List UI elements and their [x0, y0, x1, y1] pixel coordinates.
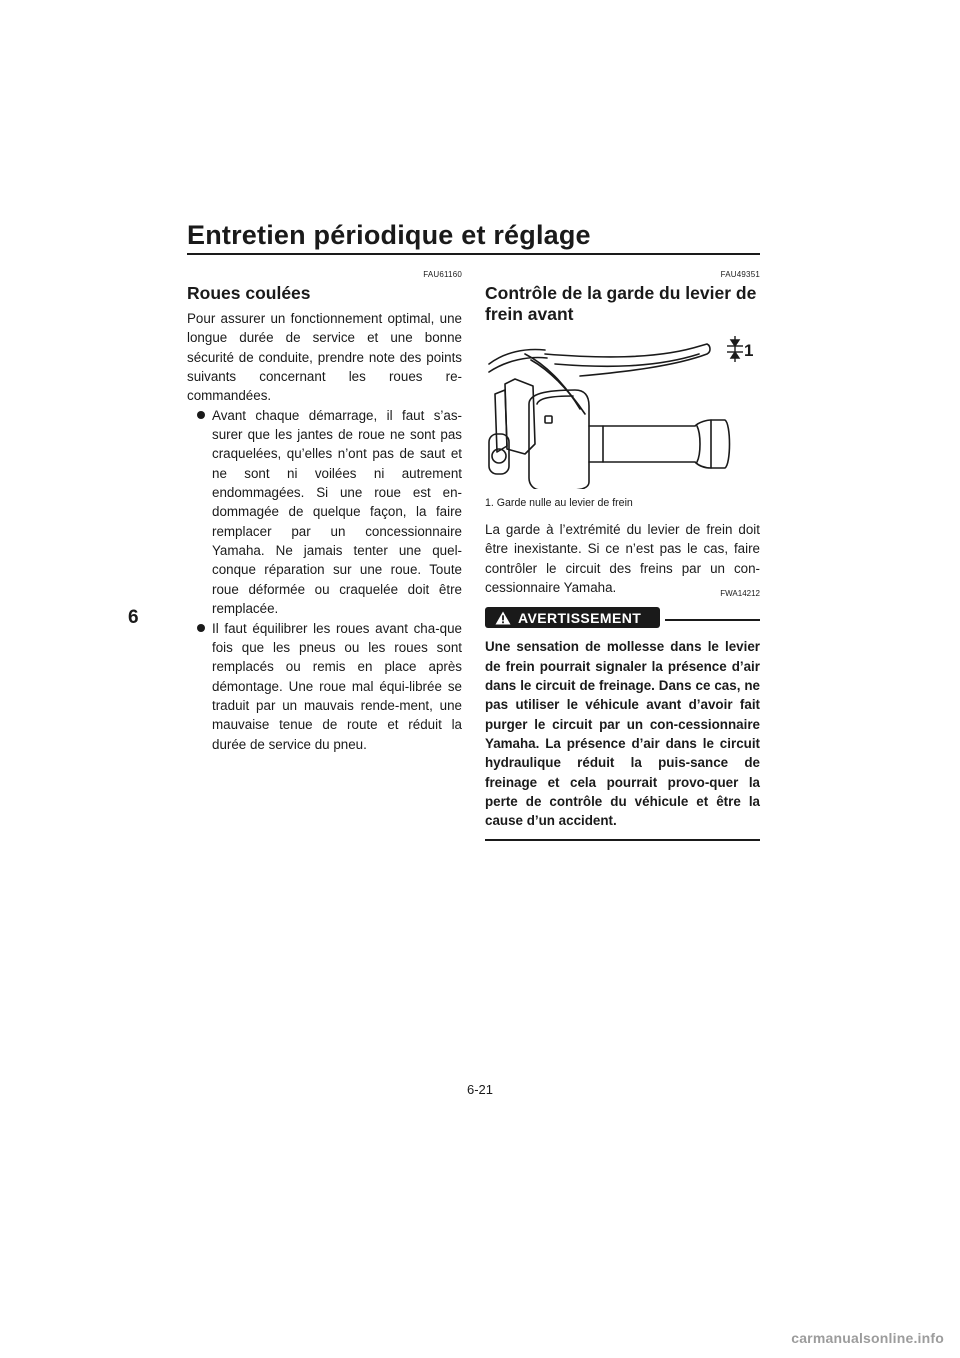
section-code: FAU61160 [423, 270, 462, 279]
section-code: FAU49351 [720, 270, 760, 279]
section-heading: Roues coulées [187, 283, 311, 303]
right-column [485, 270, 760, 841]
header-rule [187, 253, 760, 255]
warning-rule [665, 619, 760, 621]
warning-text: Une sensation de mollesse dans le levier de frein pourrait signaler la présence d’air dans le circuit de freinage. Dans ce cas, ne pas utiliser le véhicule avant d’avoir fait purger le circuit par un con-cessionnaire Yamaha. La présence d’air dans le circuit hydraulique réduit la puis-sance de freinage et cela pourrait provo-quer la perte de contrôle du véhicule et être la cause d’un accident. [485, 639, 760, 829]
bullet-icon [197, 624, 205, 632]
figure-label: 1 [744, 341, 754, 360]
bullet-list [187, 406, 462, 754]
section-heading: Contrôle de la garde du levier de frein avant [485, 283, 757, 324]
intro-paragraph: Pour assurer un fonctionnement optimal, une longue durée de service et une bonne sécurité de conduite, prendre note des points suivants concernant les roues re-commandées. [187, 311, 462, 404]
list-item-text: Avant chaque démarrage, il faut s’as-surer que les jantes de roue ne sont pas craquelées, qu’elles n’ont pas de saut et ne sont ni voilées ni autrement endommagées. Si une roue est en-dommagée de quelque façon, la faire remplacer par un concessionnaire Yamaha. Ne jamais tenter une quel-conque réparation sur une roue. Toute roue déformée ou craquelée doit être remplacée. [212, 407, 462, 617]
body-paragraph: La garde à l’extrémité du levier de frein doit être inexistante. Si ce n’est pas le cas, faire contrôler le circuit des freins par un con-cessionnaire Yamaha. [485, 522, 760, 596]
figure-caption: 1. Garde nulle au levier de frein [485, 497, 633, 509]
warning-triangle-icon [495, 611, 511, 625]
warning-label: AVERTISSEMENT [518, 609, 642, 626]
watermark: carmanualsonline.info [791, 1330, 944, 1346]
list-item [187, 619, 462, 754]
left-column [187, 270, 462, 754]
warning-badge [485, 607, 660, 628]
chapter-tab: 6 [128, 607, 139, 628]
page-number: 6-21 [466, 1082, 494, 1097]
brake-lever-illustration [485, 334, 760, 489]
bullet-icon [197, 411, 205, 419]
page-title: Entretien périodique et réglage [187, 220, 591, 250]
list-item [187, 406, 462, 619]
warning-end-rule [485, 839, 760, 841]
warning-code: FWA14212 [720, 589, 760, 599]
list-item-text: Il faut équilibrer les roues avant cha-que fois que les pneus ou les roues sont remplacés ou remis en place après démontage. Une roue mal équi-librée se traduit par un mauvais rende-ment, une mauvaise tenue de route et réduit la durée de service du pneu. [212, 620, 462, 752]
warning-header [485, 589, 760, 626]
